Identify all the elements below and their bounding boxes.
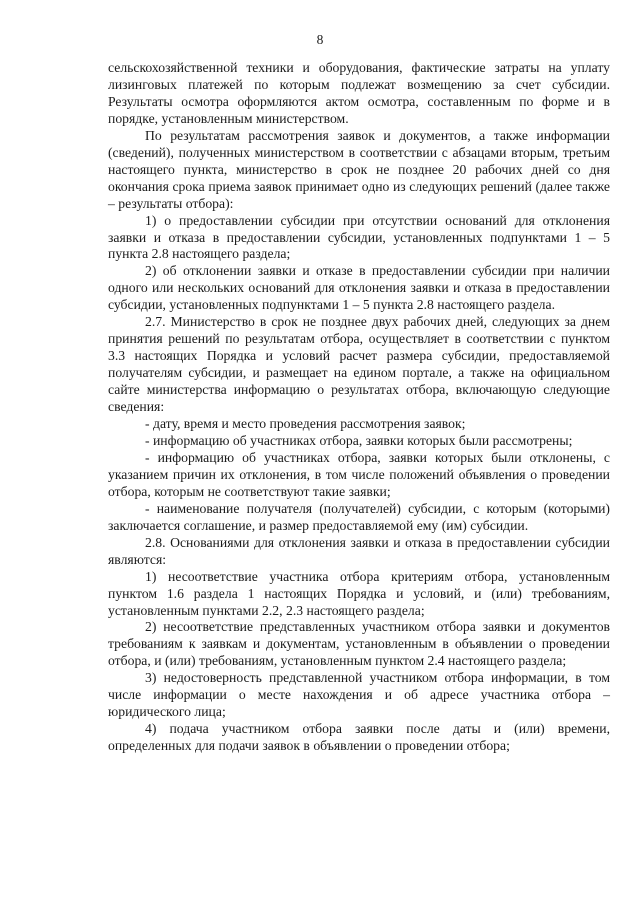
paragraph-decision-reject: 2) об отклонении заявки и отказе в предоставлении субсидии при наличии одного или нескольких оснований для отклонения заявки и отказа в предоставлении субсидии, установленных подпунктами 1 – 5 пункта 2.8 настоящего раздела.: [108, 263, 610, 313]
list-item-considered: - информацию об участниках отбора, заявки которых были рассмотрены;: [145, 432, 573, 448]
ground-4: 4) подача участником отбора заявки после даты и (или) времени, определенных для подачи заявок в объявлении о проведении отбора;: [108, 721, 610, 754]
ground-3: 3) недостоверность представленной участником отбора информации, в том числе информации о месте нахождения и об адресе участника отбора – юридического лица;: [108, 670, 610, 720]
paragraph-section-2-7: 2.7. Министерство в срок не позднее двух рабочих дней, следующих за днем принятия решений по результатам отбора, осуществляет в соответствии с пунктом 3.3 настоящих Порядка и условий расчет размера субсидии, предоставляемой получателям субсидии, и размещает на едином портале, а также на официальном сайте министерства информацию о результатах отбора, включающую следующие сведения:: [108, 314, 610, 415]
list-item-date-time-place: - дату, время и место проведения рассмотрения заявок;: [145, 416, 466, 432]
paragraph-decision-grant: 1) о предоставлении субсидии при отсутствии оснований для отклонения заявки и отказа в предоставлении субсидии, установленных подпунктами 1 – 5 пункта 2.8 настоящего раздела;: [108, 212, 610, 262]
list-item-recipient: - наименование получателя (получателей) субсидии, с которым (которыми) заключается соглашение, и размер предоставляемой ему (им) субсидии.: [108, 500, 610, 533]
ground-1: 1) несоответствие участника отбора критериям отбора, установленным пунктом 1.6 раздела 1 настоящих Порядка и условий, и (или) требованиям, установленным пунктами 2.2, 2.3 настоящего раздела;: [108, 568, 610, 618]
paragraph-selection-results: По результатам рассмотрения заявок и документов, а также информации (сведений), полученных министерством в соответствии с абзацами вторым, третьим настоящего пункта, министерство в срок не позднее 20 рабочих дней со дня окончания срока приема заявок принимает одно из следующих решений (далее также – результаты отбора):: [108, 127, 610, 211]
paragraph-section-2-8: 2.8. Основаниями для отклонения заявки и отказа в предоставлении субсидии являются:: [108, 534, 610, 567]
list-item-rejected: - информацию об участниках отбора, заявки которых были отклонены, с указанием причин их отклонения, в том числе положений объявления о проведении отбора, которым не соответствуют такие заявки;: [108, 449, 610, 499]
ground-2: 2) несоответствие представленных участником отбора заявки и документов требованиям к заявкам и документам, установленным в объявлении о проведении отбора, и (или) требованиям, установленным пунктом 2.4 настоящего раздела;: [108, 619, 610, 669]
document-body: [108, 60, 610, 755]
page-number: 8: [316, 32, 324, 47]
paragraph-continuation: сельскохозяйственной техники и оборудования, фактические затраты на уплату лизинговых платежей по которым подлежат возмещению за счет субсидии. Результаты осмотра оформляются актом осмотра, составленным по форме и в порядке, установленным министерством.: [108, 60, 610, 126]
